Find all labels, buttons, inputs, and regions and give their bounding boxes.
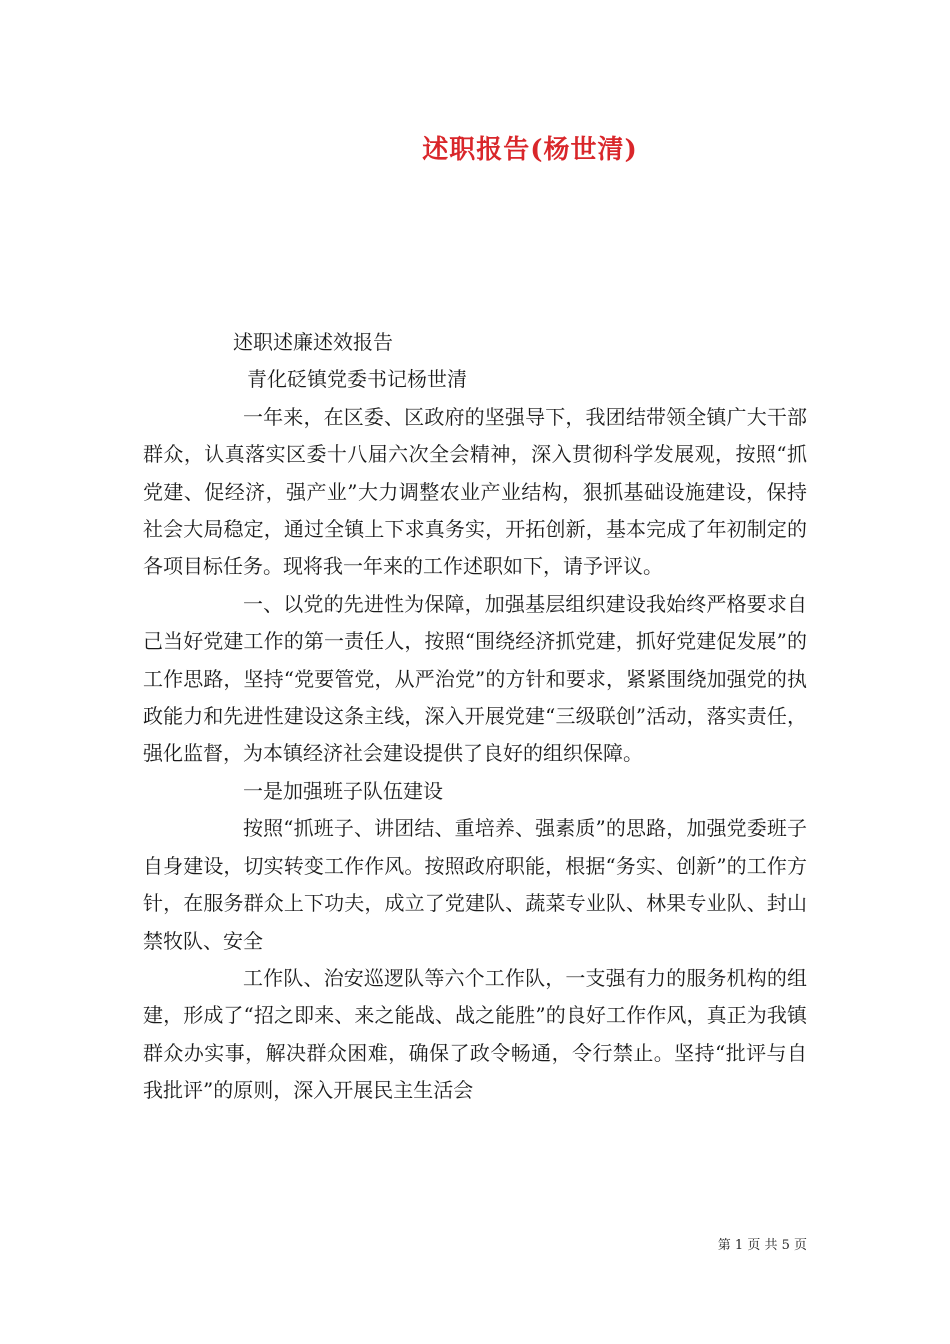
page-title: 述职报告(杨世清) xyxy=(422,135,638,165)
paragraph-intro: 一年来，在区委、区政府的坚强导下，我团结带领全镇广大干部群众，认真落实区委十八届六次全会精神，深入贯彻科学发展观，按照“抓党建、促经济，强产业”大力调整农业产业结构，狠抓基础设施建设，保持社会大局稳定，通过全镇上下求真务实，开拓创新，基本完成了年初制定的各项目标任务。现将我一年来的工作述职如下，请予评议。 xyxy=(143,404,807,579)
paragraph-section-one: 一、以党的先进性为保障，加强基层组织建设我始终严格要求自己当好党建工作的第一责任人，按照“围绕经济抓党建，抓好党建促发展”的工作思路，坚持“党要管党，从严治党”的方针和要求，紧紧围绕加强党的执政能力和先进性建设这条主线，深入开展党建“三级联创”活动，落实责任，强化监督，为本镇经济社会建设提供了良好的组织保障。 xyxy=(143,591,807,766)
document-body xyxy=(143,324,807,1110)
author-line: 青化砭镇党委书记杨世清 xyxy=(247,367,467,392)
paragraph-team-building: 按照“抓班子、讲团结、重培养、强素质”的思路，加强党委班子自身建设，切实转变工作作风。按照政府职能，根据“务实、创新”的工作方针，在服务群众上下功夫，成立了党建队、蔬菜专业队、林果专业队、封山禁牧队、安全 xyxy=(143,816,807,953)
report-heading: 述职述廉述效报告 xyxy=(233,330,393,354)
paragraph-work-teams: 工作队、治安巡逻队等六个工作队，一支强有力的服务机构的组建，形成了“招之即来、来之能战、战之能胜”的良好工作作风，真正为我镇群众办实事，解决群众困难，确保了政令畅通，令行禁止。坚持“批评与自我批评”的原则，深入开展民主生活会 xyxy=(143,965,807,1103)
page-number: 第 1 页 共 5 页 xyxy=(717,1238,807,1253)
subheading-team-building: 一是加强班子队伍建设 xyxy=(243,778,443,803)
